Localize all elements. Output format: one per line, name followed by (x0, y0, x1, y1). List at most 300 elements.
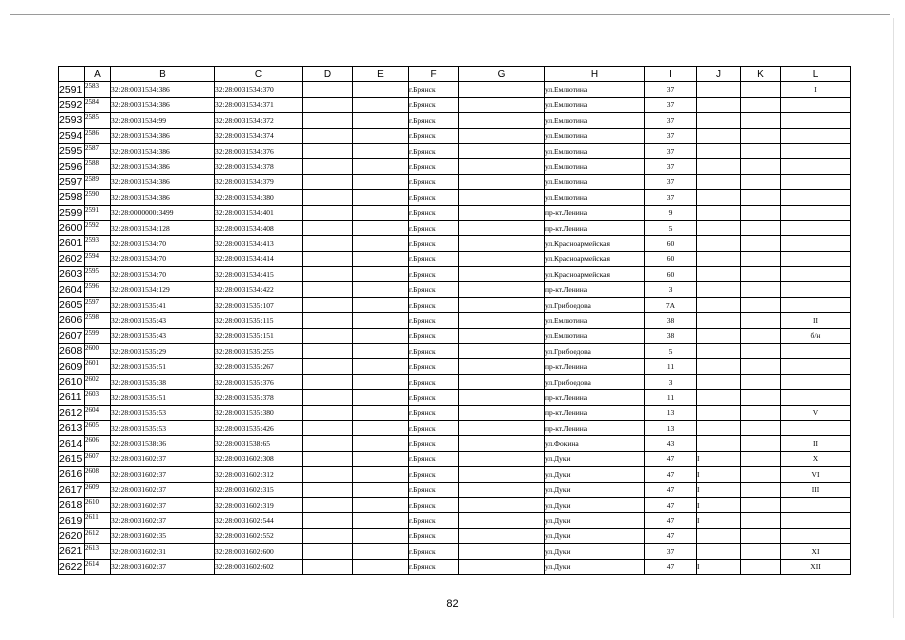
row-number[interactable]: 2606 (59, 313, 85, 328)
cell-e[interactable] (353, 374, 409, 389)
cell-e[interactable] (353, 528, 409, 543)
cell-g[interactable] (459, 267, 545, 282)
cell-j[interactable] (697, 405, 741, 420)
cell-j[interactable]: I (697, 451, 741, 466)
cell-j[interactable] (697, 374, 741, 389)
cell-b[interactable]: 32:28:0031602:35 (111, 528, 215, 543)
cell-d[interactable] (303, 267, 353, 282)
cell-g[interactable] (459, 344, 545, 359)
cell-e[interactable] (353, 128, 409, 143)
cell-l[interactable] (781, 113, 851, 128)
cell-j[interactable] (697, 190, 741, 205)
cell-j[interactable] (697, 267, 741, 282)
cell-e[interactable] (353, 267, 409, 282)
column-header-j[interactable]: J (697, 67, 741, 82)
cell-l[interactable] (781, 236, 851, 251)
cell-j[interactable] (697, 282, 741, 297)
row-number[interactable]: 2595 (59, 143, 85, 158)
cell-l[interactable] (781, 374, 851, 389)
cell-k[interactable] (741, 190, 781, 205)
cell-g[interactable] (459, 328, 545, 343)
cell-l[interactable]: XI (781, 544, 851, 559)
cell-k[interactable] (741, 313, 781, 328)
cell-f[interactable]: г.Брянск (409, 159, 459, 174)
row-number[interactable]: 2605 (59, 297, 85, 312)
cell-c[interactable]: 32:28:0031534:408 (215, 220, 303, 235)
cell-e[interactable] (353, 113, 409, 128)
cell-b[interactable]: 32:28:0031534:386 (111, 190, 215, 205)
cell-b[interactable]: 32:28:0031534:70 (111, 251, 215, 266)
column-header-e[interactable]: E (353, 67, 409, 82)
cell-d[interactable] (303, 113, 353, 128)
cell-b[interactable]: 32:28:0031535:41 (111, 297, 215, 312)
cell-h[interactable]: ул.Емлютина (545, 313, 645, 328)
cell-f[interactable]: г.Брянск (409, 374, 459, 389)
cell-b[interactable]: 32:28:0031602:37 (111, 467, 215, 482)
cell-c[interactable]: 32:28:0031538:65 (215, 436, 303, 451)
cell-a[interactable]: 2604 (85, 405, 111, 420)
cell-i[interactable]: 7А (645, 297, 697, 312)
cell-k[interactable] (741, 344, 781, 359)
cell-g[interactable] (459, 313, 545, 328)
cell-b[interactable]: 32:28:0031534:386 (111, 143, 215, 158)
cell-b[interactable]: 32:28:0031602:37 (111, 451, 215, 466)
cell-c[interactable]: 32:28:0031602:552 (215, 528, 303, 543)
cell-d[interactable] (303, 159, 353, 174)
cell-b[interactable]: 32:28:0031602:37 (111, 497, 215, 512)
cell-c[interactable]: 32:28:0031534:414 (215, 251, 303, 266)
cell-e[interactable] (353, 405, 409, 420)
cell-a[interactable]: 2593 (85, 236, 111, 251)
cell-b[interactable]: 32:28:0000000:3499 (111, 205, 215, 220)
cell-g[interactable] (459, 390, 545, 405)
row-number[interactable]: 2593 (59, 113, 85, 128)
cell-c[interactable]: 32:28:0031535:426 (215, 420, 303, 435)
cell-g[interactable] (459, 451, 545, 466)
cell-h[interactable]: ул.Дуки (545, 528, 645, 543)
cell-i[interactable]: 5 (645, 220, 697, 235)
cell-j[interactable] (697, 436, 741, 451)
cell-h[interactable]: пр-кт.Ленина (545, 220, 645, 235)
cell-l[interactable]: XII (781, 559, 851, 574)
cell-f[interactable]: г.Брянск (409, 405, 459, 420)
cell-d[interactable] (303, 251, 353, 266)
cell-j[interactable] (697, 328, 741, 343)
row-number[interactable]: 2618 (59, 497, 85, 512)
cell-i[interactable]: 47 (645, 559, 697, 574)
cell-b[interactable]: 32:28:0031602:37 (111, 559, 215, 574)
cell-f[interactable]: г.Брянск (409, 297, 459, 312)
cell-e[interactable] (353, 482, 409, 497)
cell-c[interactable]: 32:28:0031534:378 (215, 159, 303, 174)
column-header-k[interactable]: K (741, 67, 781, 82)
cell-d[interactable] (303, 497, 353, 512)
cell-c[interactable]: 32:28:0031602:544 (215, 513, 303, 528)
cell-k[interactable] (741, 159, 781, 174)
cell-l[interactable] (781, 97, 851, 112)
cell-d[interactable] (303, 559, 353, 574)
cell-l[interactable]: б/н (781, 328, 851, 343)
cell-e[interactable] (353, 544, 409, 559)
cell-a[interactable]: 2603 (85, 390, 111, 405)
cell-e[interactable] (353, 220, 409, 235)
cell-i[interactable]: 37 (645, 159, 697, 174)
cell-b[interactable]: 32:28:0031535:29 (111, 344, 215, 359)
row-number[interactable]: 2613 (59, 420, 85, 435)
cell-a[interactable]: 2601 (85, 359, 111, 374)
cell-l[interactable]: X (781, 451, 851, 466)
cell-d[interactable] (303, 420, 353, 435)
cell-f[interactable]: г.Брянск (409, 467, 459, 482)
cell-a[interactable]: 2613 (85, 544, 111, 559)
column-header-a[interactable]: A (85, 67, 111, 82)
row-number[interactable]: 2616 (59, 467, 85, 482)
cell-c[interactable]: 32:28:0031535:255 (215, 344, 303, 359)
cell-l[interactable] (781, 513, 851, 528)
cell-k[interactable] (741, 174, 781, 189)
cell-j[interactable]: I (697, 513, 741, 528)
cell-g[interactable] (459, 528, 545, 543)
cell-k[interactable] (741, 559, 781, 574)
cell-a[interactable]: 2595 (85, 267, 111, 282)
cell-c[interactable]: 32:28:0031534:370 (215, 82, 303, 97)
cell-f[interactable]: г.Брянск (409, 205, 459, 220)
cell-a[interactable]: 2596 (85, 282, 111, 297)
cell-h[interactable]: ул.Емлютина (545, 97, 645, 112)
cell-b[interactable]: 32:28:0031534:386 (111, 159, 215, 174)
cell-d[interactable] (303, 190, 353, 205)
cell-g[interactable] (459, 297, 545, 312)
cell-k[interactable] (741, 467, 781, 482)
cell-g[interactable] (459, 436, 545, 451)
cell-c[interactable]: 32:28:0031534:380 (215, 190, 303, 205)
row-number[interactable]: 2621 (59, 544, 85, 559)
cell-h[interactable]: ул.Емлютина (545, 143, 645, 158)
cell-k[interactable] (741, 482, 781, 497)
cell-i[interactable]: 47 (645, 451, 697, 466)
cell-e[interactable] (353, 236, 409, 251)
cell-e[interactable] (353, 420, 409, 435)
cell-g[interactable] (459, 82, 545, 97)
cell-c[interactable]: 32:28:0031534:415 (215, 267, 303, 282)
cell-f[interactable]: г.Брянск (409, 97, 459, 112)
cell-e[interactable] (353, 328, 409, 343)
cell-k[interactable] (741, 267, 781, 282)
cell-d[interactable] (303, 328, 353, 343)
cell-k[interactable] (741, 420, 781, 435)
cell-j[interactable] (697, 97, 741, 112)
cell-l[interactable] (781, 205, 851, 220)
cell-l[interactable] (781, 174, 851, 189)
cell-e[interactable] (353, 390, 409, 405)
cell-i[interactable]: 47 (645, 497, 697, 512)
cell-j[interactable]: I (697, 559, 741, 574)
cell-k[interactable] (741, 205, 781, 220)
cell-f[interactable]: г.Брянск (409, 390, 459, 405)
cell-f[interactable]: г.Брянск (409, 451, 459, 466)
cell-a[interactable]: 2602 (85, 374, 111, 389)
cell-b[interactable]: 32:28:0031535:51 (111, 390, 215, 405)
column-header-f[interactable]: F (409, 67, 459, 82)
cell-a[interactable]: 2597 (85, 297, 111, 312)
cell-i[interactable]: 3 (645, 374, 697, 389)
cell-i[interactable]: 37 (645, 113, 697, 128)
cell-i[interactable]: 37 (645, 544, 697, 559)
cell-l[interactable] (781, 344, 851, 359)
cell-c[interactable]: 32:28:0031534:422 (215, 282, 303, 297)
cell-b[interactable]: 32:28:0031534:128 (111, 220, 215, 235)
row-number[interactable]: 2596 (59, 159, 85, 174)
cell-f[interactable]: г.Брянск (409, 497, 459, 512)
cell-c[interactable]: 32:28:0031534:413 (215, 236, 303, 251)
cell-l[interactable] (781, 497, 851, 512)
cell-a[interactable]: 2611 (85, 513, 111, 528)
cell-a[interactable]: 2608 (85, 467, 111, 482)
cell-i[interactable]: 60 (645, 267, 697, 282)
cell-a[interactable]: 2599 (85, 328, 111, 343)
row-number[interactable]: 2591 (59, 82, 85, 97)
cell-l[interactable]: III (781, 482, 851, 497)
column-header-b[interactable]: B (111, 67, 215, 82)
row-number[interactable]: 2594 (59, 128, 85, 143)
cell-f[interactable]: г.Брянск (409, 113, 459, 128)
cell-g[interactable] (459, 467, 545, 482)
cell-l[interactable] (781, 528, 851, 543)
cell-e[interactable] (353, 513, 409, 528)
cell-h[interactable]: пр-кт.Ленина (545, 405, 645, 420)
cell-k[interactable] (741, 359, 781, 374)
cell-j[interactable] (697, 82, 741, 97)
cell-f[interactable]: г.Брянск (409, 236, 459, 251)
row-number[interactable]: 2592 (59, 97, 85, 112)
cell-g[interactable] (459, 143, 545, 158)
cell-f[interactable]: г.Брянск (409, 143, 459, 158)
cell-c[interactable]: 32:28:0031535:107 (215, 297, 303, 312)
row-number[interactable]: 2619 (59, 513, 85, 528)
cell-c[interactable]: 32:28:0031602:315 (215, 482, 303, 497)
cell-g[interactable] (459, 190, 545, 205)
cell-c[interactable]: 32:28:0031535:267 (215, 359, 303, 374)
cell-g[interactable] (459, 251, 545, 266)
column-header-g[interactable]: G (459, 67, 545, 82)
cell-d[interactable] (303, 313, 353, 328)
cell-l[interactable]: I (781, 82, 851, 97)
cell-d[interactable] (303, 390, 353, 405)
cell-l[interactable] (781, 390, 851, 405)
cell-i[interactable]: 13 (645, 405, 697, 420)
row-number[interactable]: 2615 (59, 451, 85, 466)
cell-c[interactable]: 32:28:0031535:115 (215, 313, 303, 328)
cell-i[interactable]: 47 (645, 467, 697, 482)
cell-f[interactable]: г.Брянск (409, 559, 459, 574)
cell-b[interactable]: 32:28:0031535:43 (111, 313, 215, 328)
cell-k[interactable] (741, 128, 781, 143)
cell-i[interactable]: 11 (645, 390, 697, 405)
cell-d[interactable] (303, 236, 353, 251)
cell-e[interactable] (353, 559, 409, 574)
cell-a[interactable]: 2609 (85, 482, 111, 497)
cell-a[interactable]: 2586 (85, 128, 111, 143)
cell-j[interactable]: I (697, 467, 741, 482)
cell-h[interactable]: ул.Дуки (545, 451, 645, 466)
cell-k[interactable] (741, 113, 781, 128)
cell-h[interactable]: ул.Емлютина (545, 82, 645, 97)
cell-g[interactable] (459, 174, 545, 189)
cell-g[interactable] (459, 559, 545, 574)
cell-e[interactable] (353, 143, 409, 158)
cell-l[interactable] (781, 220, 851, 235)
cell-c[interactable]: 32:28:0031534:379 (215, 174, 303, 189)
cell-h[interactable]: ул.Дуки (545, 482, 645, 497)
cell-b[interactable]: 32:28:0031534:70 (111, 236, 215, 251)
cell-j[interactable] (697, 251, 741, 266)
cell-i[interactable]: 37 (645, 190, 697, 205)
cell-g[interactable] (459, 236, 545, 251)
row-number[interactable]: 2612 (59, 405, 85, 420)
cell-d[interactable] (303, 359, 353, 374)
cell-f[interactable]: г.Брянск (409, 282, 459, 297)
row-number[interactable]: 2617 (59, 482, 85, 497)
cell-l[interactable] (781, 420, 851, 435)
cell-d[interactable] (303, 128, 353, 143)
cell-a[interactable]: 2589 (85, 174, 111, 189)
cell-c[interactable]: 32:28:0031534:401 (215, 205, 303, 220)
cell-c[interactable]: 32:28:0031534:374 (215, 128, 303, 143)
cell-b[interactable]: 32:28:0031535:53 (111, 420, 215, 435)
cell-e[interactable] (353, 497, 409, 512)
cell-f[interactable]: г.Брянск (409, 544, 459, 559)
cell-i[interactable]: 38 (645, 328, 697, 343)
cell-b[interactable]: 32:28:0031534:386 (111, 174, 215, 189)
cell-f[interactable]: г.Брянск (409, 267, 459, 282)
cell-l[interactable]: V (781, 405, 851, 420)
cell-k[interactable] (741, 297, 781, 312)
row-number[interactable]: 2604 (59, 282, 85, 297)
cell-h[interactable]: ул.Дуки (545, 513, 645, 528)
cell-b[interactable]: 32:28:0031602:37 (111, 513, 215, 528)
cell-g[interactable] (459, 128, 545, 143)
cell-k[interactable] (741, 528, 781, 543)
cell-b[interactable]: 32:28:0031534:386 (111, 97, 215, 112)
cell-k[interactable] (741, 513, 781, 528)
cell-d[interactable] (303, 205, 353, 220)
cell-b[interactable]: 32:28:0031538:36 (111, 436, 215, 451)
cell-e[interactable] (353, 97, 409, 112)
cell-i[interactable]: 11 (645, 359, 697, 374)
cell-c[interactable]: 32:28:0031602:312 (215, 467, 303, 482)
cell-a[interactable]: 2606 (85, 436, 111, 451)
cell-c[interactable]: 32:28:0031602:319 (215, 497, 303, 512)
cell-d[interactable] (303, 544, 353, 559)
cell-h[interactable]: ул.Емлютина (545, 113, 645, 128)
cell-b[interactable]: 32:28:0031534:386 (111, 82, 215, 97)
cell-e[interactable] (353, 159, 409, 174)
cell-d[interactable] (303, 97, 353, 112)
cell-f[interactable]: г.Брянск (409, 128, 459, 143)
cell-a[interactable]: 2614 (85, 559, 111, 574)
cell-j[interactable] (697, 128, 741, 143)
cell-h[interactable]: пр-кт.Ленина (545, 420, 645, 435)
cell-i[interactable]: 47 (645, 513, 697, 528)
cell-b[interactable]: 32:28:0031535:38 (111, 374, 215, 389)
column-header-d[interactable]: D (303, 67, 353, 82)
cell-i[interactable]: 37 (645, 143, 697, 158)
cell-j[interactable] (697, 390, 741, 405)
cell-h[interactable]: пр-кт.Ленина (545, 390, 645, 405)
cell-f[interactable]: г.Брянск (409, 328, 459, 343)
cell-d[interactable] (303, 220, 353, 235)
cell-k[interactable] (741, 97, 781, 112)
cell-i[interactable]: 47 (645, 482, 697, 497)
cell-l[interactable] (781, 282, 851, 297)
cell-j[interactable]: I (697, 482, 741, 497)
cell-k[interactable] (741, 374, 781, 389)
cell-d[interactable] (303, 82, 353, 97)
cell-i[interactable]: 38 (645, 313, 697, 328)
cell-k[interactable] (741, 328, 781, 343)
cell-g[interactable] (459, 405, 545, 420)
cell-l[interactable] (781, 190, 851, 205)
cell-e[interactable] (353, 313, 409, 328)
cell-a[interactable]: 2592 (85, 220, 111, 235)
cell-h[interactable]: ул.Красноармейская (545, 267, 645, 282)
cell-f[interactable]: г.Брянск (409, 420, 459, 435)
cell-h[interactable]: пр-кт.Ленина (545, 205, 645, 220)
row-number[interactable]: 2611 (59, 390, 85, 405)
cell-h[interactable]: ул.Грибоедова (545, 344, 645, 359)
cell-a[interactable]: 2598 (85, 313, 111, 328)
cell-g[interactable] (459, 205, 545, 220)
cell-e[interactable] (353, 205, 409, 220)
cell-k[interactable] (741, 236, 781, 251)
cell-h[interactable]: ул.Дуки (545, 467, 645, 482)
cell-a[interactable]: 2587 (85, 143, 111, 158)
cell-c[interactable]: 32:28:0031535:380 (215, 405, 303, 420)
cell-f[interactable]: г.Брянск (409, 313, 459, 328)
cell-c[interactable]: 32:28:0031535:378 (215, 390, 303, 405)
cell-i[interactable]: 37 (645, 128, 697, 143)
cell-a[interactable]: 2583 (85, 82, 111, 97)
cell-c[interactable]: 32:28:0031535:151 (215, 328, 303, 343)
cell-j[interactable] (697, 174, 741, 189)
cell-h[interactable]: ул.Грибоедова (545, 374, 645, 389)
cell-h[interactable]: ул.Красноармейская (545, 251, 645, 266)
cell-e[interactable] (353, 344, 409, 359)
cell-g[interactable] (459, 420, 545, 435)
cell-j[interactable] (697, 236, 741, 251)
cell-f[interactable]: г.Брянск (409, 528, 459, 543)
cell-k[interactable] (741, 282, 781, 297)
cell-j[interactable] (697, 159, 741, 174)
cell-c[interactable]: 32:28:0031602:602 (215, 559, 303, 574)
cell-f[interactable]: г.Брянск (409, 359, 459, 374)
cell-g[interactable] (459, 113, 545, 128)
cell-d[interactable] (303, 451, 353, 466)
cell-j[interactable] (697, 313, 741, 328)
cell-k[interactable] (741, 82, 781, 97)
cell-b[interactable]: 32:28:0031534:70 (111, 267, 215, 282)
cell-f[interactable]: г.Брянск (409, 220, 459, 235)
cell-i[interactable]: 3 (645, 282, 697, 297)
cell-i[interactable]: 37 (645, 82, 697, 97)
cell-e[interactable] (353, 282, 409, 297)
cell-c[interactable]: 32:28:0031535:376 (215, 374, 303, 389)
cell-b[interactable]: 32:28:0031602:37 (111, 482, 215, 497)
cell-h[interactable]: ул.Дуки (545, 559, 645, 574)
cell-i[interactable]: 13 (645, 420, 697, 435)
cell-i[interactable]: 5 (645, 344, 697, 359)
cell-l[interactable]: VI (781, 467, 851, 482)
